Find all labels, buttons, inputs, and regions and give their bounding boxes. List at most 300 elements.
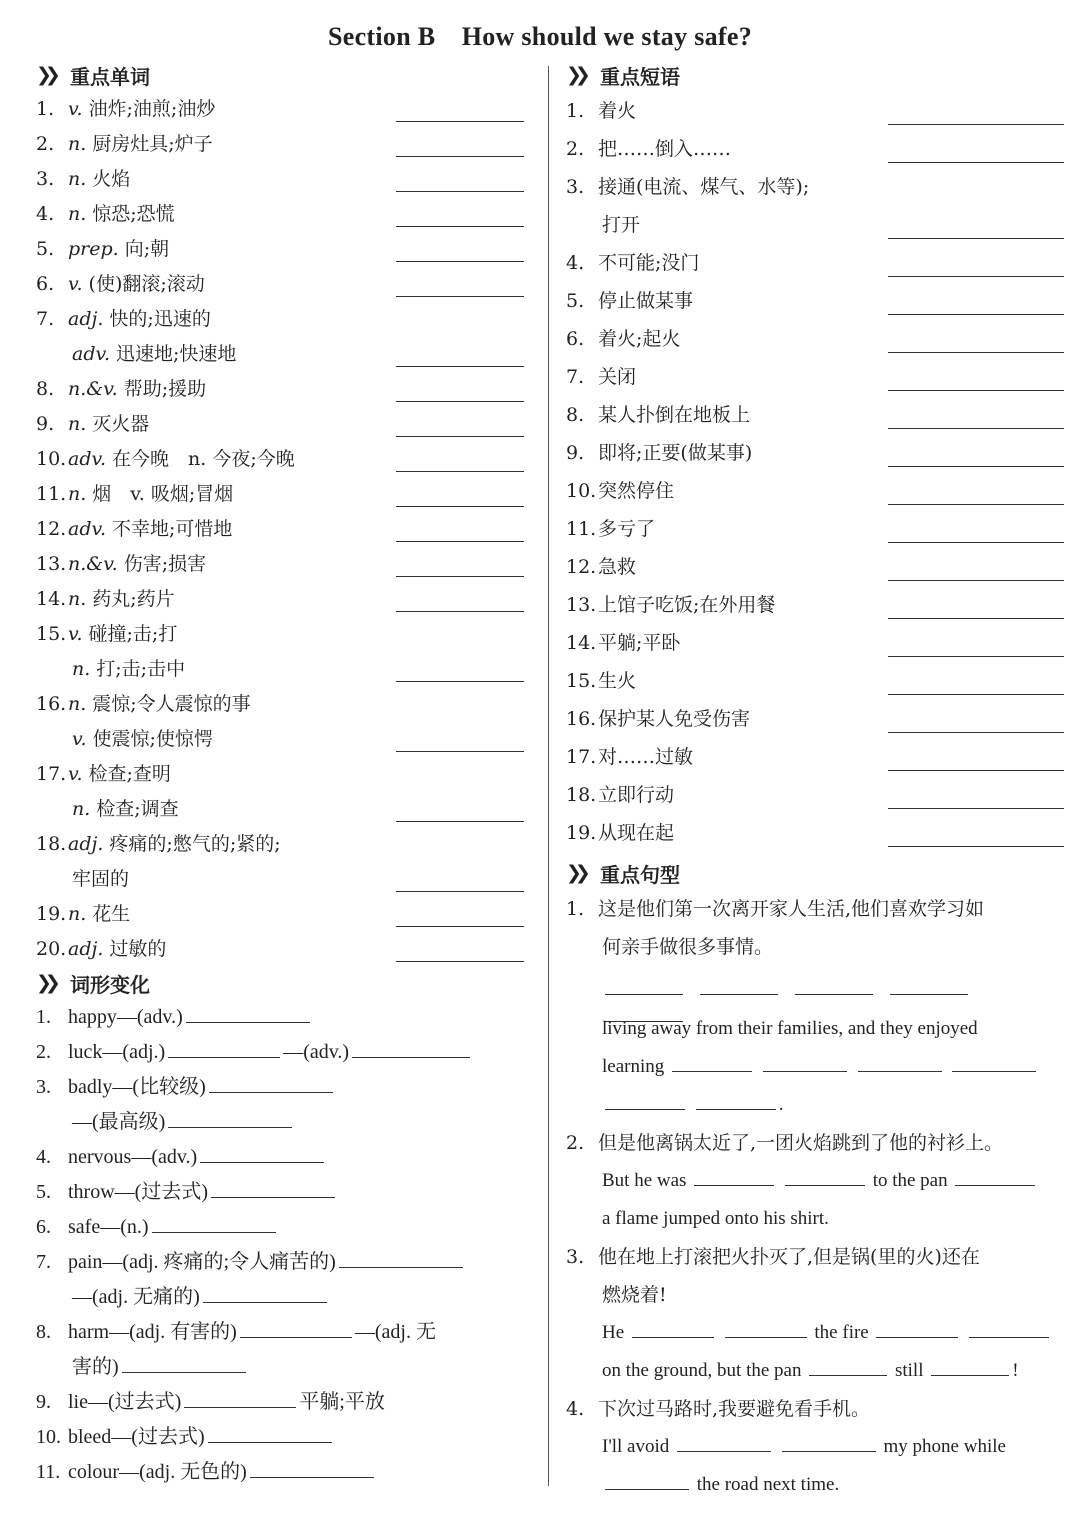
answer-blank[interactable] [809,1353,887,1376]
vocab-meaning: 牢固的 [72,868,130,890]
word-form-row [36,1385,536,1420]
word-form-row [36,1245,536,1280]
phrase-row [566,92,1066,130]
answer-blank[interactable] [605,1467,689,1490]
sentence-chinese: 何亲手做很多事情。 [602,936,774,958]
word-form-prompt: pain—(adj. 疼痛的;令人痛苦的) [68,1251,336,1273]
phrases-list [566,92,1066,852]
vocab-row [36,337,536,372]
item-number: 4. [566,252,585,274]
answer-blank[interactable] [396,750,524,752]
phrase-meaning: 从现在起 [598,822,675,844]
phrase-row [566,320,1066,358]
answer-blank[interactable] [876,1315,958,1338]
phrase-row [566,358,1066,396]
answer-blank[interactable] [396,260,524,262]
phrase-row [566,738,1066,776]
item-number: 7. [566,366,585,388]
double-chevron-icon: ❯❯ [36,64,54,86]
item-number: 11. [36,1461,61,1483]
phrases-heading-label: 重点短语 [600,64,680,89]
part-of-speech: adj. [68,833,104,855]
item-number: 12. [566,556,597,578]
phrase-meaning: 上馆子吃饭;在外用餐 [598,594,776,616]
vocab-row [36,267,536,302]
sentence-end: ! [1012,1360,1019,1381]
answer-blank[interactable] [152,1210,276,1233]
phrase-meaning: 打开 [602,214,641,236]
phrase-meaning: 接通(电流、煤气、水等); [598,176,810,198]
answer-blank[interactable] [888,579,1064,581]
answer-blank[interactable] [969,1315,1049,1338]
answer-blank[interactable] [396,575,524,577]
sentence-english: But he was [602,1170,687,1191]
sentence-chinese: 燃烧着! [602,1284,667,1306]
part-of-speech: n. [72,658,91,680]
page-title: Section B How should we stay safe? [327,22,753,51]
answer-blank[interactable] [888,427,1064,429]
vocab-meaning: 灭火器 [92,413,150,435]
forms-list [36,1000,536,1490]
word-form-prompt: 害的) [72,1356,119,1378]
part-of-speech: n. [68,903,87,925]
phrase-meaning: 立即行动 [598,784,675,806]
answer-blank[interactable] [200,1140,324,1163]
sentence-number: 2. [566,1132,585,1154]
item-number: 6. [566,328,585,350]
phrase-meaning: 着火 [598,100,637,122]
vocab-meaning: 震惊;令人震惊的事 [92,693,251,715]
vocab-row [36,442,536,477]
sentence-english: still [894,1360,924,1381]
answer-blank[interactable] [396,295,524,297]
vocab-meaning: 油炸;油煎;油炒 [88,98,216,120]
word-form-prompt: —(最高级) [72,1111,166,1133]
answer-blank[interactable] [782,1429,876,1452]
phrase-meaning: 着火;起火 [598,328,681,350]
part-of-speech: n.&v. [68,553,118,575]
answer-blank[interactable] [352,1035,470,1058]
item-number: 11. [566,518,597,540]
word-form-row [36,1420,536,1455]
word-form-prompt: safe—(n.) [68,1216,149,1238]
sentence-english: on the ground, but the pan [602,1360,802,1381]
vocab-meaning: (使)翻滚;滚动 [88,273,205,295]
part-of-speech: adv. [68,518,107,540]
word-form-prompt: 平躺;平放 [299,1391,385,1413]
item-number: 17. [566,746,597,768]
word-form-row [36,1000,536,1035]
answer-blank[interactable] [250,1455,374,1478]
part-of-speech: prep. [68,238,119,260]
sentence-4 [566,1390,1066,1504]
word-form-prompt: harm—(adj. 有害的) [68,1321,237,1343]
answer-blank[interactable] [122,1350,246,1373]
item-number: 11. [36,483,67,505]
vocab-row [36,547,536,582]
sentence-number: 4. [566,1398,585,1420]
part-of-speech: v. [72,728,87,750]
item-number: 20. [36,938,67,960]
answer-blank[interactable] [605,972,683,995]
answer-blank[interactable] [888,693,1064,695]
sentence-english-line [566,1314,1066,1352]
blank-row [566,972,1066,1010]
word-form-prompt: bleed—(过去式) [68,1426,205,1448]
item-number: 15. [36,623,67,645]
answer-blank[interactable] [888,161,1064,163]
sentence-english: I'll avoid [602,1436,670,1457]
item-number: 9. [566,442,585,464]
word-form-prompt: colour—(adj. 无色的) [68,1461,247,1483]
phrase-row [566,624,1066,662]
vocab-list [36,92,536,967]
answer-blank[interactable] [396,155,524,157]
sentence-english: to the pan [872,1170,948,1191]
sentence-english-line [566,1162,1066,1200]
word-form-row [36,1035,536,1070]
word-form-prompt: —(adj. 无 [354,1321,436,1343]
answer-blank[interactable] [396,610,524,612]
phrase-row [566,510,1066,548]
vocab-row [36,932,536,967]
vocab-row [36,302,536,337]
phrase-meaning: 不可能;没门 [598,252,700,274]
part-of-speech: n. [68,483,87,505]
item-number: 18. [36,833,67,855]
vocab-meaning: 在今晚 n. 今夜;今晚 [112,448,295,470]
answer-blank[interactable] [888,541,1064,543]
phrase-row [566,168,1066,206]
part-of-speech: adj. [68,308,104,330]
phrase-row [566,548,1066,586]
word-form-prompt: happy—(adv.) [68,1006,183,1028]
answer-blank[interactable] [888,845,1064,847]
answer-blank[interactable] [168,1035,280,1058]
vocab-row [36,372,536,407]
answer-blank[interactable] [888,313,1064,315]
vocab-meaning: 迅速地;快速地 [116,343,237,365]
answer-blank[interactable] [931,1353,1009,1376]
answer-blank[interactable] [888,769,1064,771]
vocab-meaning: 厨房灶具;炉子 [92,133,213,155]
column-divider [548,66,549,1486]
phrase-meaning: 即将;正要(做某事) [598,442,753,464]
phrase-row [566,244,1066,282]
sentence-english: He [602,1322,625,1343]
item-number: 5. [566,290,585,312]
word-form-row [36,1105,536,1140]
vocab-row [36,127,536,162]
item-number: 10. [36,448,67,470]
vocab-row [36,862,536,897]
phrase-row [566,130,1066,168]
part-of-speech: v. [68,273,83,295]
sentence-english: living away from their families, and they enjoyed [602,1018,978,1039]
vocab-row [36,232,536,267]
item-number: 16. [36,693,67,715]
item-number: 3. [36,1076,51,1098]
item-number: 18. [566,784,597,806]
answer-blank[interactable] [396,120,524,122]
vocab-row [36,477,536,512]
answer-blank[interactable] [888,123,1064,125]
part-of-speech: n. [68,133,87,155]
answer-blank[interactable] [186,1000,310,1023]
answer-blank[interactable] [888,731,1064,733]
vocab-row [36,757,536,792]
word-form-row [36,1210,536,1245]
word-form-row [36,1455,536,1490]
vocab-meaning: 火焰 [92,168,131,190]
answer-blank[interactable] [696,1087,776,1110]
vocab-meaning: 过敏的 [109,938,167,960]
phrase-row [566,472,1066,510]
vocab-row [36,897,536,932]
word-form-prompt: —(adv.) [283,1041,350,1063]
part-of-speech: n.&v. [68,378,118,400]
answer-blank[interactable] [672,1049,752,1072]
answer-blank[interactable] [888,275,1064,277]
vocab-row [36,652,536,687]
item-number: 6. [36,273,55,295]
word-form-prompt: nervous—(adv.) [68,1146,198,1168]
item-number: 16. [566,708,597,730]
vocab-meaning: 打;击;击中 [96,658,186,680]
answer-blank[interactable] [890,972,968,995]
item-number: 8. [566,404,585,426]
vocab-row [36,197,536,232]
phrase-row [566,434,1066,472]
sentence-3 [566,1238,1066,1390]
item-number: 1. [566,100,585,122]
answer-blank[interactable] [396,960,524,962]
part-of-speech: v. [68,623,83,645]
answer-blank[interactable] [396,225,524,227]
answer-blank[interactable] [184,1385,296,1408]
phrase-meaning: 把……倒入…… [598,138,732,160]
vocab-row [36,162,536,197]
item-number: 1. [36,98,55,120]
word-form-row [36,1315,536,1350]
sentence-2 [566,1124,1066,1238]
item-number: 9. [36,413,55,435]
vocab-meaning: 烟 v. 吸烟;冒烟 [92,483,234,505]
answer-blank[interactable] [888,389,1064,391]
part-of-speech: v. [68,98,83,120]
answer-blank[interactable] [694,1163,774,1186]
item-number: 7. [36,308,55,330]
phrase-row [566,776,1066,814]
part-of-speech: n. [68,693,87,715]
answer-blank[interactable] [396,540,524,542]
sentence-english: learning [602,1056,665,1077]
vocab-row [36,92,536,127]
answer-blank[interactable] [955,1163,1035,1186]
right-column [566,60,1066,1504]
answer-blank[interactable] [396,680,524,682]
sentence-chinese: 这是他们第一次离开家人生活,他们喜欢学习如 [598,898,985,920]
phrase-meaning: 多亏了 [598,518,656,540]
answer-blank[interactable] [858,1049,942,1072]
word-form-row [36,1175,536,1210]
item-number: 2. [566,138,585,160]
word-form-row [36,1140,536,1175]
vocab-row [36,792,536,827]
answer-blank[interactable] [209,1070,333,1093]
vocab-meaning: 检查;调查 [96,798,179,820]
vocab-meaning: 快的;迅速的 [109,308,211,330]
vocab-meaning: 惊恐;恐慌 [92,203,175,225]
answer-blank[interactable] [888,237,1064,239]
answer-blank[interactable] [888,807,1064,809]
item-number: 1. [36,1006,51,1028]
item-number: 13. [566,594,597,616]
left-column [36,60,536,1490]
answer-blank[interactable] [888,503,1064,505]
vocab-meaning: 伤害;损害 [123,553,207,575]
sentences-heading-label: 重点句型 [600,862,680,887]
item-number: 4. [36,203,55,225]
answer-blank[interactable] [888,655,1064,657]
sentence-english-line [566,1352,1066,1390]
forms-heading-label: 词形变化 [70,972,150,997]
item-number: 2. [36,1041,51,1063]
phrase-row [566,282,1066,320]
sentence-number: 3. [566,1246,585,1268]
answer-blank[interactable] [888,617,1064,619]
vocab-row [36,827,536,862]
phrases-heading [566,60,1066,90]
sentence-chinese: 下次过马路时,我要避免看手机。 [598,1398,871,1420]
answer-blank[interactable] [211,1175,335,1198]
item-number: 8. [36,1321,51,1343]
part-of-speech: adv. [72,343,111,365]
word-form-row [36,1280,536,1315]
item-number: 4. [36,1146,51,1168]
answer-blank[interactable] [700,972,778,995]
answer-blank[interactable] [632,1315,714,1338]
vocab-row [36,617,536,652]
item-number: 10. [36,1426,61,1448]
answer-blank[interactable] [396,435,524,437]
part-of-speech: n. [68,203,87,225]
item-number: 17. [36,763,67,785]
answer-blank[interactable] [396,505,524,507]
item-number: 14. [36,588,67,610]
part-of-speech: n. [68,413,87,435]
answer-blank[interactable] [396,400,524,402]
word-form-prompt: badly—(比较级) [68,1076,206,1098]
item-number: 6. [36,1216,51,1238]
vocab-row [36,687,536,722]
double-chevron-icon: ❯❯ [566,862,584,884]
vocab-meaning: 帮助;援助 [123,378,207,400]
item-number: 5. [36,238,55,260]
vocab-meaning: 疼痛的;憋气的;紧的; [109,833,281,855]
item-number: 14. [566,632,597,654]
phrase-meaning: 突然停住 [598,480,675,502]
answer-blank[interactable] [396,365,524,367]
item-number: 7. [36,1251,51,1273]
answer-blank[interactable] [203,1280,327,1303]
word-form-row [36,1070,536,1105]
answer-blank[interactable] [785,1163,865,1186]
vocab-meaning: 检查;查明 [88,763,171,785]
phrase-meaning: 对……过敏 [598,746,694,768]
vocab-heading-label: 重点单词 [70,64,150,89]
answer-blank[interactable] [396,470,524,472]
item-number: 19. [36,903,67,925]
vocab-heading [36,60,536,90]
vocab-meaning: 不幸地;可惜地 [112,518,233,540]
sentences-heading [566,858,1066,888]
vocab-meaning: 使震惊;使惊愕 [92,728,213,750]
answer-blank[interactable] [605,1087,685,1110]
answer-blank[interactable] [168,1105,292,1128]
sentence-english-line [566,1466,1066,1504]
item-number: 10. [566,480,597,502]
item-number: 3. [36,168,55,190]
phrase-row [566,586,1066,624]
vocab-meaning: 花生 [92,903,131,925]
answer-blank[interactable] [725,1315,807,1338]
part-of-speech: n. [72,798,91,820]
answer-blank[interactable] [208,1420,332,1443]
word-form-prompt: luck—(adj.) [68,1041,166,1063]
phrase-row [566,206,1066,244]
sentence-english: a flame jumped onto his shirt. [602,1208,829,1229]
vocab-meaning: 碰撞;击;打 [88,623,178,645]
vocab-row [36,722,536,757]
part-of-speech: v. [68,763,83,785]
answer-blank[interactable] [396,190,524,192]
answer-blank[interactable] [396,820,524,822]
answer-blank[interactable] [677,1429,771,1452]
sentence-english-line [566,1048,1066,1086]
phrase-row [566,396,1066,434]
vocab-row [36,582,536,617]
phrase-meaning: 某人扑倒在地板上 [598,404,751,426]
answer-blank[interactable] [952,1049,1036,1072]
sentence-english-line [566,1428,1066,1466]
phrase-meaning: 停止做某事 [598,290,694,312]
item-number: 12. [36,518,67,540]
answer-blank[interactable] [888,351,1064,353]
phrase-meaning: 急救 [598,556,637,578]
sentence-english: the fire [814,1322,869,1343]
phrase-meaning: 关闭 [598,366,637,388]
word-form-prompt: lie—(过去式) [68,1391,182,1413]
double-chevron-icon: ❯❯ [566,64,584,86]
item-number: 13. [36,553,67,575]
answer-blank[interactable] [888,465,1064,467]
answer-blank[interactable] [240,1315,352,1338]
answer-blank[interactable] [763,1049,847,1072]
answer-blank[interactable] [339,1245,463,1268]
phrase-row [566,662,1066,700]
vocab-meaning: 药丸;药片 [92,588,175,610]
item-number: 19. [566,822,597,844]
sentence-english: the road next time. [696,1474,840,1495]
answer-blank[interactable] [396,890,524,892]
answer-blank[interactable] [795,972,873,995]
vocab-meaning: 向;朝 [124,238,170,260]
vocab-row [36,512,536,547]
item-number: 15. [566,670,597,692]
answer-blank[interactable] [396,925,524,927]
forms-heading [36,968,536,998]
